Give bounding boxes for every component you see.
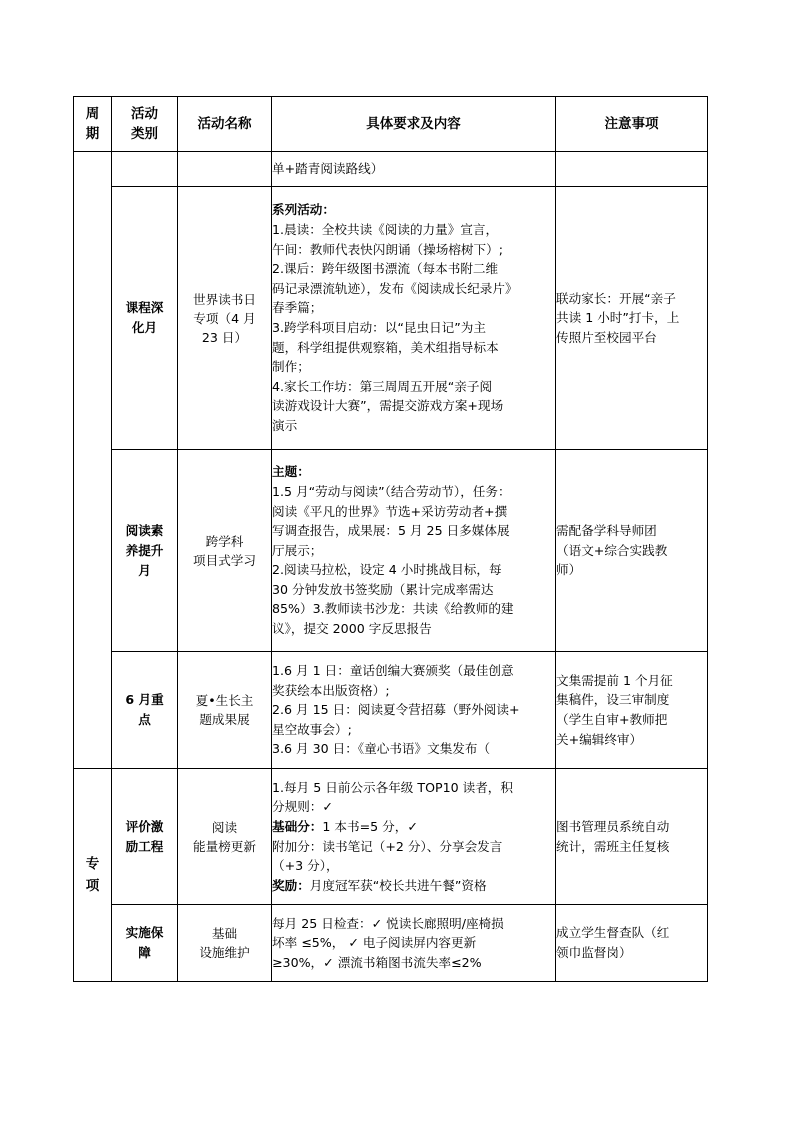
category-cell: 6 月重 点 (112, 652, 178, 769)
notes-cell: 联动家长：开展“亲子 共读 1 小时”打卡，上 传照片至校园平台 (556, 187, 708, 450)
period-cell-empty (74, 152, 112, 769)
notes-cell: 图书管理员系统自动 统计，需班主任复核 (556, 769, 708, 905)
header-period: 周 期 (74, 97, 112, 152)
category-cell: 实施保 障 (112, 905, 178, 982)
table-row-literacy (74, 450, 708, 652)
name-cell: 基础 设施维护 (178, 905, 272, 982)
content-cell: 系列活动： 1.晨读：全校共读《阅读的力量》宣言， 午间：教师代表快闪朗诵（操场榕树下）; 2.课后：跨年级图书漂流（每本书附二维 码记录漂流轨迹），发布《阅读成长纪录片》 春季篇； 3.跨学科项目启动：以“昆虫日记”为主 题，科学组提供观察箱，美术组指导标本 制作； 4.家长工作坊：第三周周五开展“亲子阅 读游戏设计大赛”，需提交游戏方案+现场 演示 (272, 187, 556, 450)
name-cell: 阅读 能量榜更新 (178, 769, 272, 905)
content-cell: 1.每月 5 日前公示各年级 TOP10 读者，积 分规则：✓ 基础分：1 本书=5 分，✓ 附加分：读书笔记（+2 分）、分享会发言 （+3 分）， 奖励：月度冠军获“校长共进午餐”资格 (272, 769, 556, 905)
base-score-line: 基础分：1 本书=5 分，✓ (272, 818, 418, 834)
table-row-course (74, 187, 708, 450)
notes-cell: 文集需提前 1 个月征 集稿件，设三审制度 （学生自审+教师把 关+编辑终审） (556, 652, 708, 769)
content-cell: 每月 25 日检查：✓ 悦读长廊照明/座椅损 坏率 ≤5%， ✓ 电子阅读屏内容更新 ≥30%，✓ 漂流书箱图书流失率≤2% (272, 905, 556, 982)
name-cell: 跨学科 项目式学习 (178, 450, 272, 652)
table-row-june (74, 652, 708, 769)
header-category: 活动 类别 (112, 97, 178, 152)
category-cell: 课程深 化月 (112, 187, 178, 450)
header-activity-name: 活动名称 (178, 97, 272, 152)
header-notes: 注意事项 (556, 97, 708, 152)
content-cell: 单+踏青阅读路线） (272, 152, 556, 187)
notes-cell (556, 152, 708, 187)
category-cell: 阅读素 养提升 月 (112, 450, 178, 652)
content-cell: 主题： 1.5 月“劳动与阅读”（结合劳动节），任务： 阅读《平凡的世界》节选+采访劳动者+撰 写调查报告，成果展：5 月 25 日多媒体展 厅展示； 2.阅读马拉松，设定 4 小时挑战目标，每 30 分钟发放书签奖励（累计完成率需达 85%）3.教师读书沙龙：共读《给教师的建 议》，提交 2000 字反思报告 (272, 450, 556, 652)
table-row-continuation (74, 152, 708, 187)
header-content: 具体要求及内容 (272, 97, 556, 152)
category-cell (112, 152, 178, 187)
name-cell: 夏•生长主 题成果展 (178, 652, 272, 769)
name-cell: 世界读书日 专项（4 月 23 日） (178, 187, 272, 450)
name-cell (178, 152, 272, 187)
activity-plan-table (73, 96, 708, 982)
header-row (74, 97, 708, 152)
table-row-evaluation (74, 769, 708, 905)
content-cell: 1.6 月 1 日：童话创编大赛颁奖（最佳创意 奖获绘本出版资格）; 2.6 月 15 日：阅读夏令营招募（野外阅读+ 星空故事会）; 3.6 月 30 日：《童心书语》文集发布（ (272, 652, 556, 769)
period-cell-special: 专 项 (74, 769, 112, 982)
notes-cell: 成立学生督查队（红 领巾监督岗） (556, 905, 708, 982)
table-row-guarantee (74, 905, 708, 982)
notes-cell: 需配备学科导师团 （语文+综合实践教 师） (556, 450, 708, 652)
category-cell: 评价激 励工程 (112, 769, 178, 905)
award-line: 奖励：月度冠军获“校长共进午餐”资格 (272, 877, 487, 893)
